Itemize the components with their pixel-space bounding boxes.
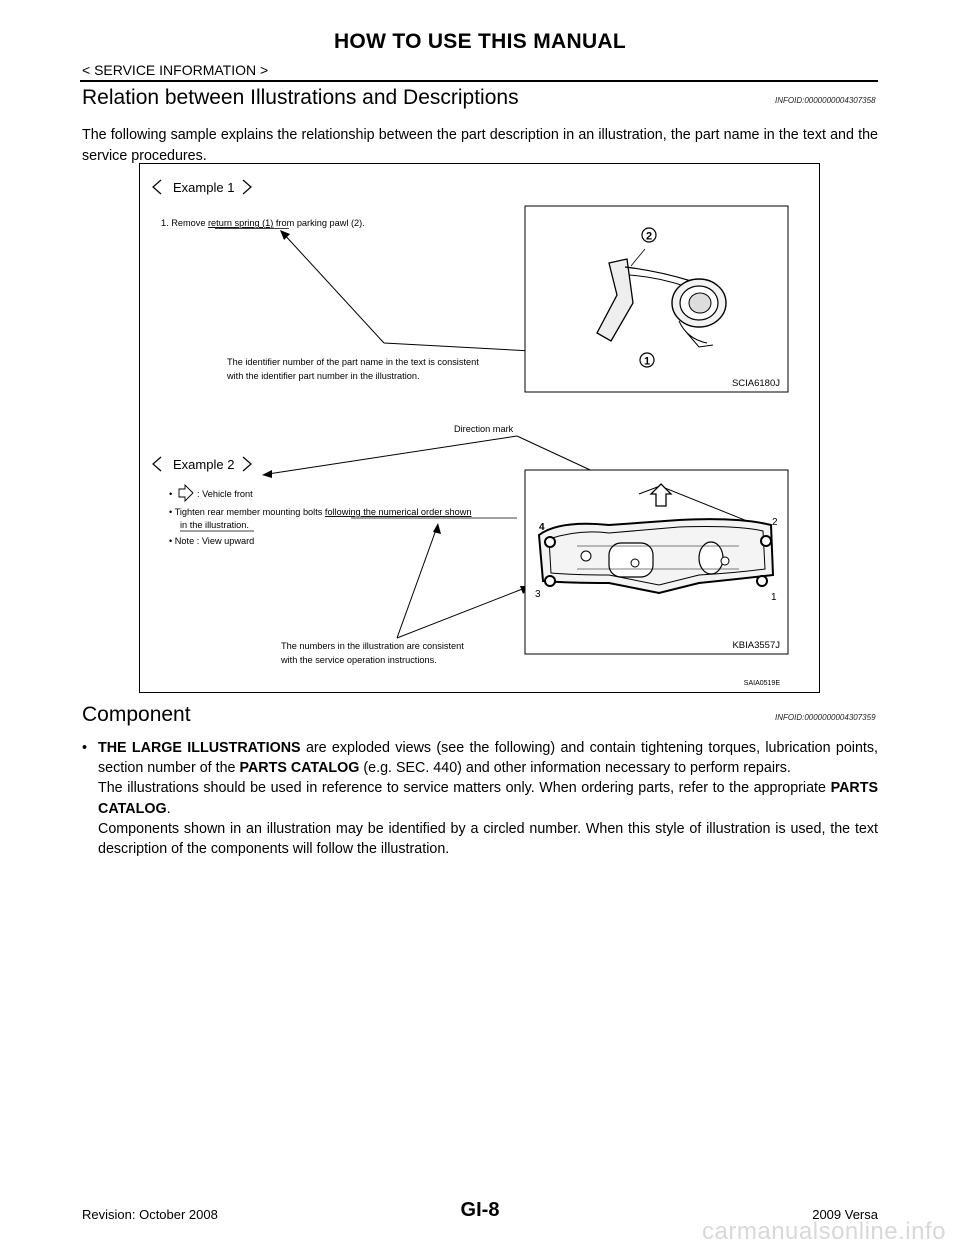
page-title: HOW TO USE THIS MANUAL bbox=[333, 30, 627, 53]
component-paragraph-2: The illustrations should be used in reference to service matters only. When ordering parts, refer to the appropriate PARTS CATALOG. bbox=[98, 780, 878, 817]
footer-revision: Revision: October 2008 bbox=[82, 1207, 218, 1222]
example1-note-line2: with the identifier part number in the illustration. bbox=[227, 371, 420, 381]
bolt-label-4: 4 bbox=[539, 522, 545, 533]
relation-infoid: INFOID:0000000004307358 bbox=[775, 96, 876, 105]
example2-arrow-image bbox=[397, 588, 525, 638]
bolt-label-3: 3 bbox=[535, 589, 541, 600]
component-paragraph-3: Components shown in an illustration may be identified by a circled number. When this style of illustration is used, the text description of the components will follow the illustration. bbox=[98, 820, 878, 858]
example2-arrow-text bbox=[397, 527, 437, 638]
component-body bbox=[82, 738, 878, 859]
relation-intro-text: The following sample explains the relationship between the part description in an illustration, the part name in the text and the service procedures. bbox=[82, 127, 878, 164]
component-bullet: • bbox=[82, 740, 88, 756]
direction-arrowhead-left bbox=[262, 470, 272, 478]
vehicle-front-text: : Vehicle front bbox=[197, 489, 253, 499]
example2-image-code: KBIA3557J bbox=[732, 640, 780, 651]
example2-arrowhead-text bbox=[433, 523, 441, 534]
example2-bullet-2-line2: in the illustration. bbox=[180, 520, 249, 530]
parking-pawl-image bbox=[525, 206, 788, 392]
sample-illustration bbox=[139, 163, 820, 693]
header-divider bbox=[80, 80, 878, 82]
footer-model: 2009 Versa bbox=[812, 1207, 878, 1222]
relation-heading: Relation between Illustrations and Descriptions bbox=[82, 86, 519, 109]
figure-code: SAIA0519E bbox=[743, 680, 780, 687]
example2-heading-text: Example 2 bbox=[173, 457, 235, 472]
example2-heading bbox=[153, 457, 251, 472]
bolt-label-1: 1 bbox=[771, 592, 777, 603]
example2-note-line1: The numbers in the illustration are consistent bbox=[281, 641, 464, 651]
example2-bullet-2: • Tighten rear member mounting bolts following the numerical order shown bbox=[169, 507, 472, 517]
example1-arrow-text bbox=[282, 232, 384, 343]
callout-1-label: 1 bbox=[643, 355, 651, 368]
example1-image-code: SCIA6180J bbox=[731, 378, 780, 389]
example2-note-line2: with the service operation instructions. bbox=[281, 655, 437, 665]
vehicle-front-icon bbox=[179, 485, 193, 501]
direction-mark-label: Direction mark bbox=[454, 424, 514, 434]
component-heading: Component bbox=[82, 703, 191, 726]
example1-heading-text: Example 1 bbox=[173, 180, 235, 195]
bolt-label-2: 2 bbox=[772, 517, 778, 528]
direction-arrow-left bbox=[268, 436, 517, 474]
component-infoid: INFOID:0000000004307359 bbox=[775, 713, 876, 722]
component-paragraph-1: THE LARGE ILLUSTRATIONS are exploded views (see the following) and contain tightening torques, lubrication points, section number of the PARTS CATALOG (e.g. SEC. 440) and other information necessary to perform repairs. bbox=[98, 740, 878, 777]
watermark: carmanualsonline.info bbox=[702, 1218, 946, 1245]
example1-heading bbox=[153, 180, 251, 195]
example2-bullet-1: • bbox=[169, 489, 173, 500]
section-label: < SERVICE INFORMATION > bbox=[82, 62, 269, 78]
page-number: GI-8 bbox=[460, 1199, 500, 1221]
example1-step: 1. Remove return spring (1) from parking pawl (2). bbox=[161, 218, 365, 228]
example2-bullet-3: • Note : View upward bbox=[169, 536, 255, 546]
example1-note-line1: The identifier number of the part name in the text is consistent bbox=[227, 357, 479, 367]
callout-2-label: 2 bbox=[645, 230, 653, 243]
rear-member-image bbox=[525, 470, 788, 654]
